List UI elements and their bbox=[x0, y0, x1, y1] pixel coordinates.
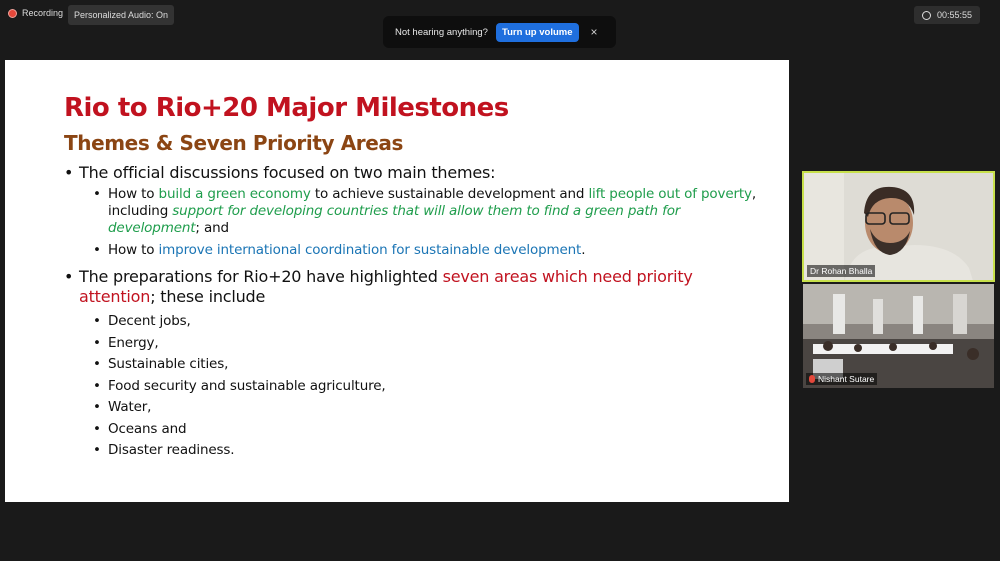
record-icon bbox=[8, 9, 17, 18]
text-run: How to bbox=[108, 242, 159, 258]
text-run: , including bbox=[108, 186, 757, 219]
participant-name: Nishant Sutare bbox=[818, 374, 875, 384]
list-item: • Oceans and bbox=[64, 419, 764, 441]
recording-indicator[interactable] bbox=[8, 8, 63, 18]
list-item: • Disaster readiness. bbox=[64, 440, 764, 462]
notification-message: Not hearing anything? bbox=[395, 26, 488, 38]
sub-bullet-green-economy bbox=[64, 186, 764, 237]
audio-notification bbox=[383, 16, 616, 48]
turn-up-volume-button[interactable]: Turn up volume bbox=[496, 23, 579, 42]
list-item: • Energy, bbox=[64, 333, 764, 355]
text-run: ; these include bbox=[150, 287, 266, 306]
mic-muted-icon bbox=[809, 375, 815, 383]
text-run: seven areas which need priority attention bbox=[79, 267, 693, 306]
timer-value: 00:55:55 bbox=[936, 10, 972, 20]
slide-body bbox=[64, 163, 764, 462]
close-icon[interactable]: × bbox=[590, 25, 598, 39]
text-run: . bbox=[581, 242, 586, 258]
participant-name: Dr Rohan Bhalla bbox=[810, 266, 873, 276]
list-item: • Water, bbox=[64, 397, 764, 419]
text-run: ; and bbox=[195, 220, 229, 236]
text-run: support for developing countries that will allow them to find a green path for development bbox=[108, 203, 681, 236]
shared-slide bbox=[5, 60, 789, 502]
bullet-themes: • The official discussions focused on two main themes: bbox=[64, 163, 764, 183]
text-run: lift people out of poverty bbox=[588, 186, 752, 202]
text-run: to achieve sustainable development and bbox=[310, 186, 589, 202]
video-tile-participant[interactable] bbox=[803, 284, 994, 388]
list-item: • Decent jobs, bbox=[64, 311, 764, 333]
bullet-priority-areas bbox=[64, 267, 764, 307]
recording-label: Recording bbox=[22, 8, 64, 18]
list-item: • Sustainable cities, bbox=[64, 354, 764, 376]
slide-subtitle: Themes & Seven Priority Areas bbox=[64, 131, 403, 155]
text-run: improve international coordination for sustainable development bbox=[158, 242, 582, 258]
clock-icon bbox=[922, 11, 931, 20]
meeting-timer bbox=[914, 6, 980, 24]
list-item: • Food security and sustainable agriculture, bbox=[64, 376, 764, 398]
text-run: The preparations for Rio+20 have highlighted bbox=[79, 267, 443, 286]
slide-title: Rio to Rio+20 Major Milestones bbox=[64, 93, 509, 123]
text-run: How to bbox=[108, 186, 159, 202]
video-tile-active-speaker[interactable] bbox=[802, 171, 995, 282]
participant-name-tag bbox=[807, 265, 875, 277]
sub-bullet-coordination bbox=[64, 242, 764, 259]
personalized-audio-status[interactable]: Personalized Audio: On bbox=[68, 5, 174, 25]
text-run: build a green economy bbox=[158, 186, 311, 202]
participant-name-tag bbox=[806, 373, 877, 385]
